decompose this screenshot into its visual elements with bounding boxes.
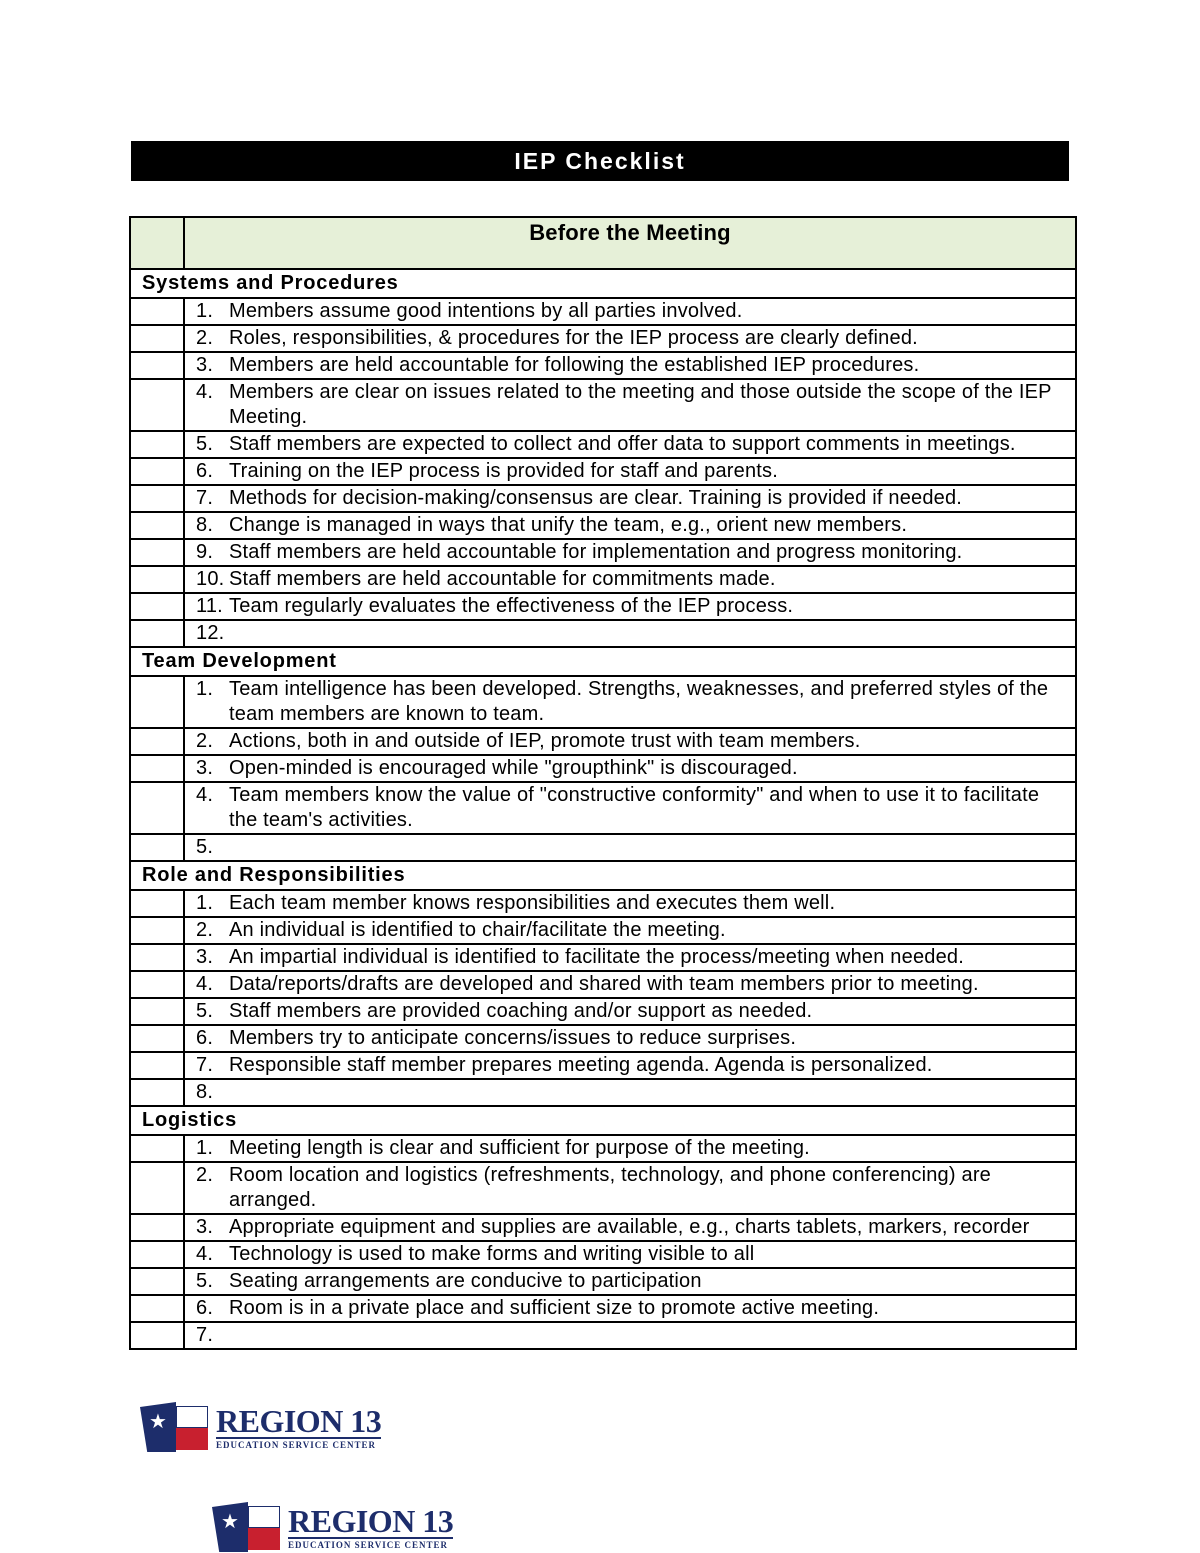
check-cell[interactable] <box>130 755 184 782</box>
item-number: 3. <box>196 757 214 779</box>
checklist-row <box>130 1025 1076 1052</box>
item-cell <box>184 298 1076 325</box>
check-cell[interactable] <box>130 834 184 861</box>
item-cell <box>184 566 1076 593</box>
check-cell[interactable] <box>130 458 184 485</box>
item-text <box>229 621 1069 646</box>
section-title: Logistics <box>130 1106 1076 1135</box>
item-cell <box>184 1135 1076 1162</box>
check-cell[interactable] <box>130 1025 184 1052</box>
check-cell[interactable] <box>130 676 184 728</box>
item-number: 8. <box>196 1081 214 1103</box>
checklist-row <box>130 539 1076 566</box>
checklist-row <box>130 379 1076 431</box>
item-cell <box>184 539 1076 566</box>
check-cell[interactable] <box>130 1295 184 1322</box>
check-cell[interactable] <box>130 1079 184 1106</box>
checklist-row <box>130 458 1076 485</box>
checklist-row <box>130 352 1076 379</box>
item-text: Seating arrangements are conducive to participation <box>229 1270 702 1292</box>
check-cell[interactable] <box>130 539 184 566</box>
item-number: 6. <box>196 1027 214 1049</box>
item-number: 12. <box>196 622 225 644</box>
checklist-row <box>130 890 1076 917</box>
checklist-row <box>130 1162 1076 1214</box>
checklist-row <box>130 298 1076 325</box>
item-cell <box>184 944 1076 971</box>
section-header-row <box>130 647 1076 676</box>
item-text: Team regularly evaluates the effectiveness of the IEP process. <box>229 595 794 617</box>
item-cell <box>184 485 1076 512</box>
item-text: Staff members are expected to collect and offer data to support comments in meetings. <box>229 433 1016 455</box>
region13-logo <box>140 1402 381 1452</box>
item-cell <box>184 1295 1076 1322</box>
item-cell <box>184 379 1076 431</box>
check-cell[interactable] <box>130 379 184 431</box>
item-number: 3. <box>196 354 214 376</box>
item-number: 2. <box>196 919 214 941</box>
item-cell <box>184 728 1076 755</box>
item-number: 7. <box>196 1054 214 1076</box>
section-title: Systems and Procedures <box>130 269 1076 298</box>
checklist-row <box>130 620 1076 647</box>
item-cell <box>184 431 1076 458</box>
checklist-row <box>130 944 1076 971</box>
item-text: Staff members are held accountable for commitments made. <box>229 568 776 590</box>
item-cell <box>184 890 1076 917</box>
item-cell <box>184 1052 1076 1079</box>
page-title: IEP Checklist <box>131 141 1069 181</box>
item-cell <box>184 1322 1076 1349</box>
item-text: Technology is used to make forms and writing visible to all <box>229 1243 755 1265</box>
check-cell[interactable] <box>130 325 184 352</box>
check-cell[interactable] <box>130 620 184 647</box>
check-cell[interactable] <box>130 728 184 755</box>
item-cell <box>184 352 1076 379</box>
item-cell <box>184 1025 1076 1052</box>
item-cell <box>184 676 1076 728</box>
item-number: 4. <box>196 381 214 403</box>
item-number: 1. <box>196 300 214 322</box>
item-text: Data/reports/drafts are developed and shared with team members prior to meeting. <box>229 973 979 995</box>
check-cell[interactable] <box>130 971 184 998</box>
item-text: Meeting length is clear and sufficient for purpose of the meeting. <box>229 1137 810 1159</box>
texas-flag-icon: ★ <box>140 1402 210 1452</box>
check-cell[interactable] <box>130 298 184 325</box>
checklist-row <box>130 325 1076 352</box>
checklist-row <box>130 1135 1076 1162</box>
check-cell[interactable] <box>130 512 184 539</box>
check-cell[interactable] <box>130 593 184 620</box>
item-number: 3. <box>196 946 214 968</box>
item-text: Actions, both in and outside of IEP, promote trust with team members. <box>229 730 861 752</box>
checklist-row <box>130 1295 1076 1322</box>
item-number: 3. <box>196 1216 214 1238</box>
item-number: 1. <box>196 1137 214 1159</box>
checklist-row <box>130 1322 1076 1349</box>
item-number: 5. <box>196 836 214 858</box>
checklist-row <box>130 566 1076 593</box>
section-header-row <box>130 861 1076 890</box>
item-text: An impartial individual is identified to facilitate the process/meeting when needed. <box>229 946 964 968</box>
logo-subtitle: EDUCATION SERVICE CENTER <box>216 1437 381 1450</box>
check-cell[interactable] <box>130 1135 184 1162</box>
item-cell <box>184 917 1076 944</box>
check-cell[interactable] <box>130 1268 184 1295</box>
checklist-row <box>130 834 1076 861</box>
check-cell[interactable] <box>130 890 184 917</box>
region13-logo-secondary <box>212 1502 453 1552</box>
item-text: Team members know the value of "constructive conformity" and when to use it to facilitate the team's activities. <box>229 784 1040 831</box>
check-cell[interactable] <box>130 1214 184 1241</box>
section-title: Role and Responsibilities <box>130 861 1076 890</box>
item-number: 6. <box>196 1297 214 1319</box>
check-cell[interactable] <box>130 782 184 834</box>
item-text: Room location and logistics (refreshments, technology, and phone conferencing) are arranged. <box>229 1164 992 1211</box>
item-cell <box>184 1162 1076 1214</box>
item-cell <box>184 512 1076 539</box>
item-text: Appropriate equipment and supplies are available, e.g., charts tablets, markers, recorder <box>229 1216 1030 1238</box>
item-text: Members try to anticipate concerns/issues to reduce surprises. <box>229 1027 797 1049</box>
item-cell <box>184 782 1076 834</box>
item-number: 8. <box>196 514 214 536</box>
item-text: An individual is identified to chair/facilitate the meeting. <box>229 919 726 941</box>
item-text: Staff members are provided coaching and/or support as needed. <box>229 1000 813 1022</box>
item-cell <box>184 998 1076 1025</box>
checklist-row <box>130 755 1076 782</box>
item-text <box>229 1080 1069 1105</box>
section-header-row <box>130 1106 1076 1135</box>
check-cell[interactable] <box>130 917 184 944</box>
item-number: 2. <box>196 327 214 349</box>
item-text: Methods for decision-making/consensus are clear. Training is provided if needed. <box>229 487 963 509</box>
item-cell <box>184 620 1076 647</box>
item-text: Responsible staff member prepares meeting agenda. Agenda is personalized. <box>229 1054 933 1076</box>
item-cell <box>184 458 1076 485</box>
item-cell <box>184 1214 1076 1241</box>
check-cell[interactable] <box>130 1241 184 1268</box>
item-cell <box>184 755 1076 782</box>
section-header-row <box>130 269 1076 298</box>
item-cell <box>184 834 1076 861</box>
checklist-row <box>130 728 1076 755</box>
check-cell[interactable] <box>130 485 184 512</box>
checklist-row <box>130 485 1076 512</box>
item-cell <box>184 325 1076 352</box>
item-number: 2. <box>196 730 214 752</box>
logo-title: REGION 13 <box>216 1402 382 1439</box>
checklist-row <box>130 512 1076 539</box>
item-number: 9. <box>196 541 214 563</box>
check-cell[interactable] <box>130 1322 184 1349</box>
item-number: 6. <box>196 460 214 482</box>
item-text: Members are clear on issues related to the meeting and those outside the scope of the IEP Meeting. <box>229 381 1052 428</box>
table-header-row <box>130 217 1076 269</box>
check-cell[interactable] <box>130 352 184 379</box>
checklist-row <box>130 782 1076 834</box>
item-text: Training on the IEP process is provided for staff and parents. <box>229 460 779 482</box>
item-number: 4. <box>196 973 214 995</box>
logo-subtitle: EDUCATION SERVICE CENTER <box>288 1537 453 1550</box>
item-number: 1. <box>196 678 214 700</box>
item-number: 10. <box>196 568 225 590</box>
item-text: Open-minded is encouraged while "groupthink" is discouraged. <box>229 757 798 779</box>
item-number: 2. <box>196 1164 214 1186</box>
item-text: Roles, responsibilities, & procedures for the IEP process are clearly defined. <box>229 327 918 349</box>
checklist-row <box>130 1052 1076 1079</box>
checklist-row <box>130 971 1076 998</box>
texas-flag-icon: ★ <box>212 1502 282 1552</box>
logo-title: REGION 13 <box>288 1502 454 1539</box>
item-text: Team intelligence has been developed. Strengths, weaknesses, and preferred styles of the team members are known to team. <box>229 678 1049 725</box>
item-number: 5. <box>196 1000 214 1022</box>
item-cell <box>184 971 1076 998</box>
checklist-row <box>130 593 1076 620</box>
item-text: Change is managed in ways that unify the team, e.g., orient new members. <box>229 514 908 536</box>
item-number: 5. <box>196 433 214 455</box>
checklist-table <box>129 216 1077 1350</box>
checklist-row <box>130 431 1076 458</box>
item-cell <box>184 1079 1076 1106</box>
item-cell <box>184 1241 1076 1268</box>
checklist-row <box>130 1268 1076 1295</box>
item-cell <box>184 1268 1076 1295</box>
item-text: Members assume good intentions by all parties involved. <box>229 300 743 322</box>
item-text: Staff members are held accountable for implementation and progress monitoring. <box>229 541 963 563</box>
item-number: 1. <box>196 892 214 914</box>
item-number: 7. <box>196 1324 214 1346</box>
item-number: 4. <box>196 1243 214 1265</box>
checklist-row <box>130 1214 1076 1241</box>
checklist-row <box>130 1079 1076 1106</box>
header-check-cell <box>130 217 184 269</box>
item-text <box>229 1323 1069 1348</box>
item-number: 11. <box>196 595 223 617</box>
item-text: Room is in a private place and sufficient size to promote active meeting. <box>229 1297 880 1319</box>
table-header-title: Before the Meeting <box>184 217 1076 269</box>
check-cell[interactable] <box>130 431 184 458</box>
item-text: Members are held accountable for following the established IEP procedures. <box>229 354 920 376</box>
item-number: 7. <box>196 487 214 509</box>
item-cell <box>184 593 1076 620</box>
checklist-row <box>130 998 1076 1025</box>
check-cell[interactable] <box>130 998 184 1025</box>
item-text: Each team member knows responsibilities and executes them well. <box>229 892 836 914</box>
check-cell[interactable] <box>130 1052 184 1079</box>
checklist-row <box>130 917 1076 944</box>
check-cell[interactable] <box>130 944 184 971</box>
item-text <box>229 835 1069 860</box>
check-cell[interactable] <box>130 1162 184 1214</box>
check-cell[interactable] <box>130 566 184 593</box>
checklist-row <box>130 676 1076 728</box>
item-number: 5. <box>196 1270 214 1292</box>
checklist-row <box>130 1241 1076 1268</box>
item-number: 4. <box>196 784 214 806</box>
section-title: Team Development <box>130 647 1076 676</box>
